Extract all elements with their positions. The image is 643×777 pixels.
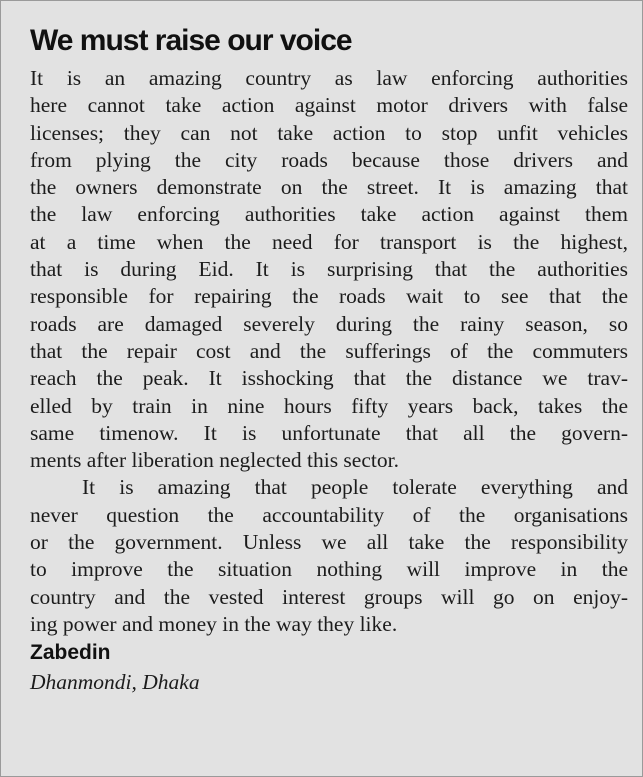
text-line-last: ing power and money in the way they like.	[30, 611, 398, 636]
text-line: to improve the situation nothing will improve in the	[30, 557, 628, 582]
text-line: that the repair cost and the sufferings of the commuters	[30, 338, 628, 363]
letter-body	[30, 65, 628, 638]
headline: We must raise our voice	[30, 24, 352, 57]
text-line: country and the vested interest groups will go on enjoy-	[30, 584, 628, 609]
text-line: or the government. Unless we all take the responsibility	[30, 530, 628, 555]
text-line-indented: It is amazing that people tolerate everything and	[82, 475, 628, 500]
text-line: responsible for repairing the roads wait to see that the	[30, 284, 628, 309]
paragraph-2	[30, 474, 628, 638]
text-line-last: ments after liberation neglected this sector.	[30, 448, 399, 473]
text-line: from plying the city roads because those drivers and	[30, 147, 628, 172]
author-location: Dhanmondi, Dhaka	[30, 670, 200, 695]
text-line: the law enforcing authorities take action against them	[30, 202, 628, 227]
text-line: elled by train in nine hours fifty years back, takes the	[30, 393, 628, 418]
text-line: It is an amazing country as law enforcing authorities	[30, 66, 628, 90]
text-line: that is during Eid. It is surprising that the authorities	[30, 257, 628, 282]
text-line: here cannot take action against motor drivers with false	[30, 93, 628, 118]
text-line: reach the peak. It isshocking that the distance we trav-	[30, 366, 628, 391]
text-line: licenses; they can not take action to stop unfit vehicles	[30, 120, 628, 145]
text-line: at a time when the need for transport is the highest,	[30, 229, 628, 254]
text-line: never question the accountability of the organisations	[30, 502, 628, 527]
author-name: Zabedin	[30, 641, 111, 665]
paragraph-1	[30, 65, 628, 474]
text-line: same timenow. It is unfortunate that all the govern-	[30, 420, 628, 445]
text-line: roads are damaged severely during the rainy season, so	[30, 311, 628, 336]
text-line: the owners demonstrate on the street. It is amazing that	[30, 175, 628, 200]
